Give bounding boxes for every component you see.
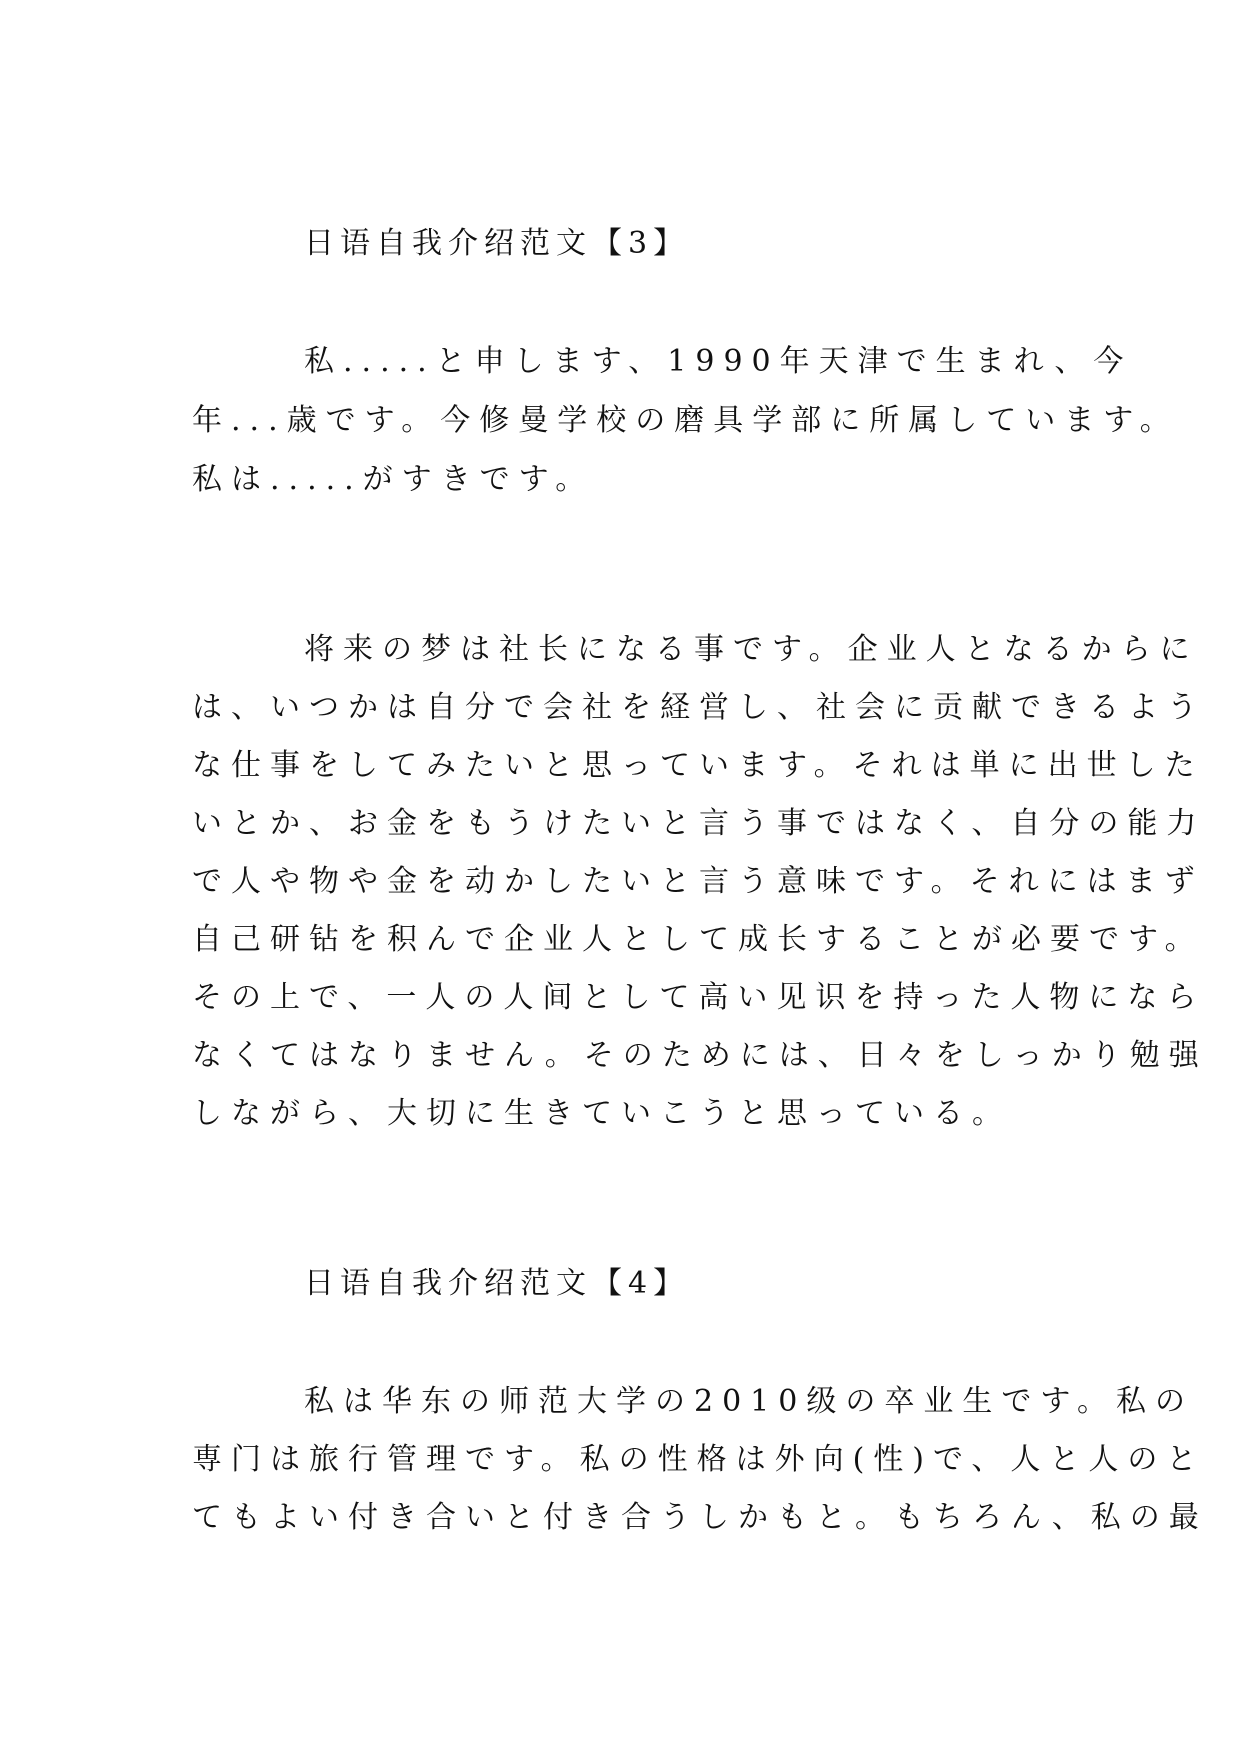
text-line: てもよい付き合いと付き合うしかもと。もちろん、私の最 [192,1500,1208,1535]
text-line: なくてはなりません。そのためには、日々をしっかり勉强 [192,1038,1208,1073]
text-line: 専门は旅行管理です。私の性格は外向(性)で、人と人のと [192,1442,1206,1477]
text-line: 自己研钻を积んで企业人として成长することが必要です。 [192,922,1204,957]
text-line: 年...歳です。今修曼学校の磨具学部に所属しています。 [192,403,1179,438]
text-line: は、いつかは自分で会社を経営し、社会に贡献できるよう [192,690,1206,725]
text-line: 私は华东の师范大学の2010级の卒业生です。私の [304,1384,1194,1419]
text-line: いとか、お金をもうけたいと言う事ではなく、自分の能力 [192,806,1206,841]
text-line: な仕事をしてみたいと思っています。それは単に出世した [192,748,1204,783]
text-line: しながら、大切に生きていこうと思っている。 [192,1096,1011,1131]
text-line: 私は.....がすきです。 [192,462,595,497]
text-line: で人や物や金を动かしたいと言う意味です。それにはまず [192,864,1204,899]
text-line: その上で、一人の人间として高い见识を持った人物になら [192,980,1206,1015]
section-heading: 日语自我介绍范文【3】 [304,226,690,261]
section-heading: 日语自我介绍范文【4】 [304,1266,690,1301]
text-line: 将来の梦は社长になる事です。企业人となるからに [304,632,1199,667]
text-line: 私.....と申します、1990年天津で生まれ、今 [304,344,1133,379]
